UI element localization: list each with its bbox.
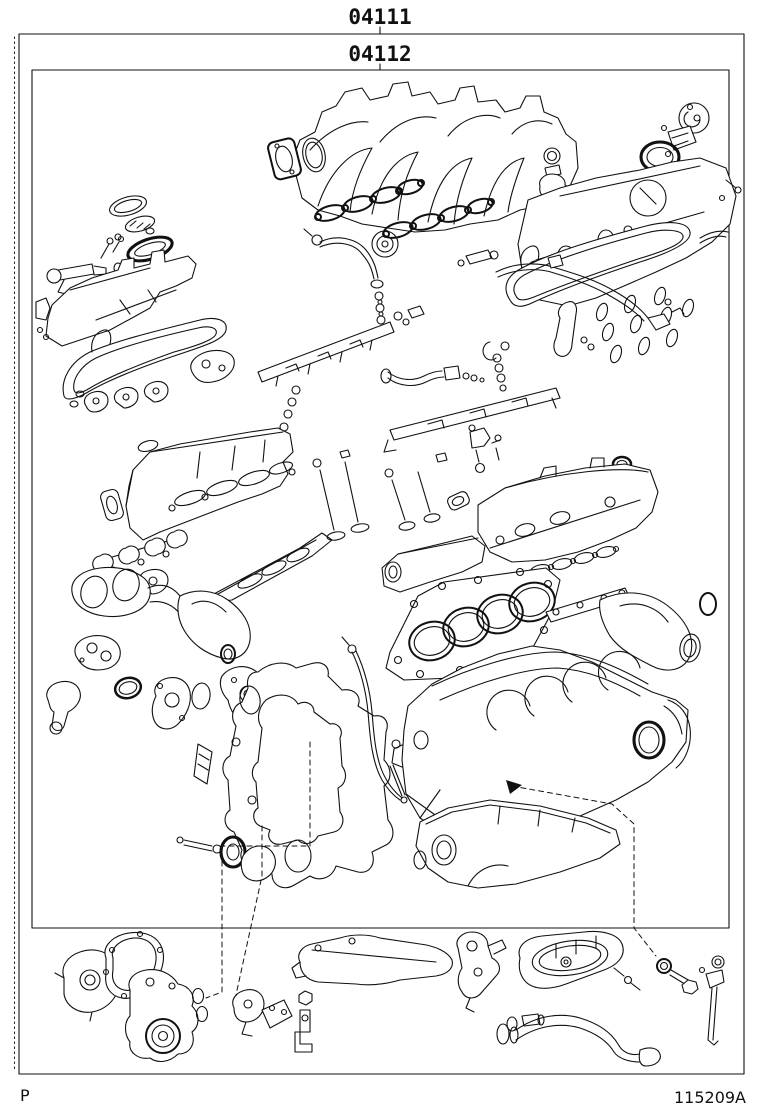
oil-cooler-pipe-drawing	[292, 935, 452, 1052]
dipstick-guide-drawing	[700, 956, 725, 1045]
left-valves-drawing	[313, 450, 370, 542]
lower-oil-pan-drawing	[519, 932, 640, 991]
throttle-body-gasket-drawing	[267, 137, 302, 180]
bracket-parts-drawing	[233, 990, 292, 1036]
part-number-label-inner: 04112	[348, 42, 412, 66]
upper-oil-pan-drawing	[414, 800, 620, 888]
diagram-code: 115209A	[673, 1088, 746, 1107]
left-intake-port-gasket-drawing	[212, 533, 332, 602]
left-cylinder-head-drawing	[99, 428, 294, 540]
drain-plug-drawing	[657, 959, 698, 994]
page-letter: P	[20, 1086, 30, 1105]
water-bypass-hose-drawing	[497, 1015, 660, 1066]
front-cover-and-pulley-drawing	[126, 970, 199, 1062]
timing-chain-cover-drawing	[177, 663, 393, 888]
part-number-label-outer: 04111	[348, 5, 412, 29]
